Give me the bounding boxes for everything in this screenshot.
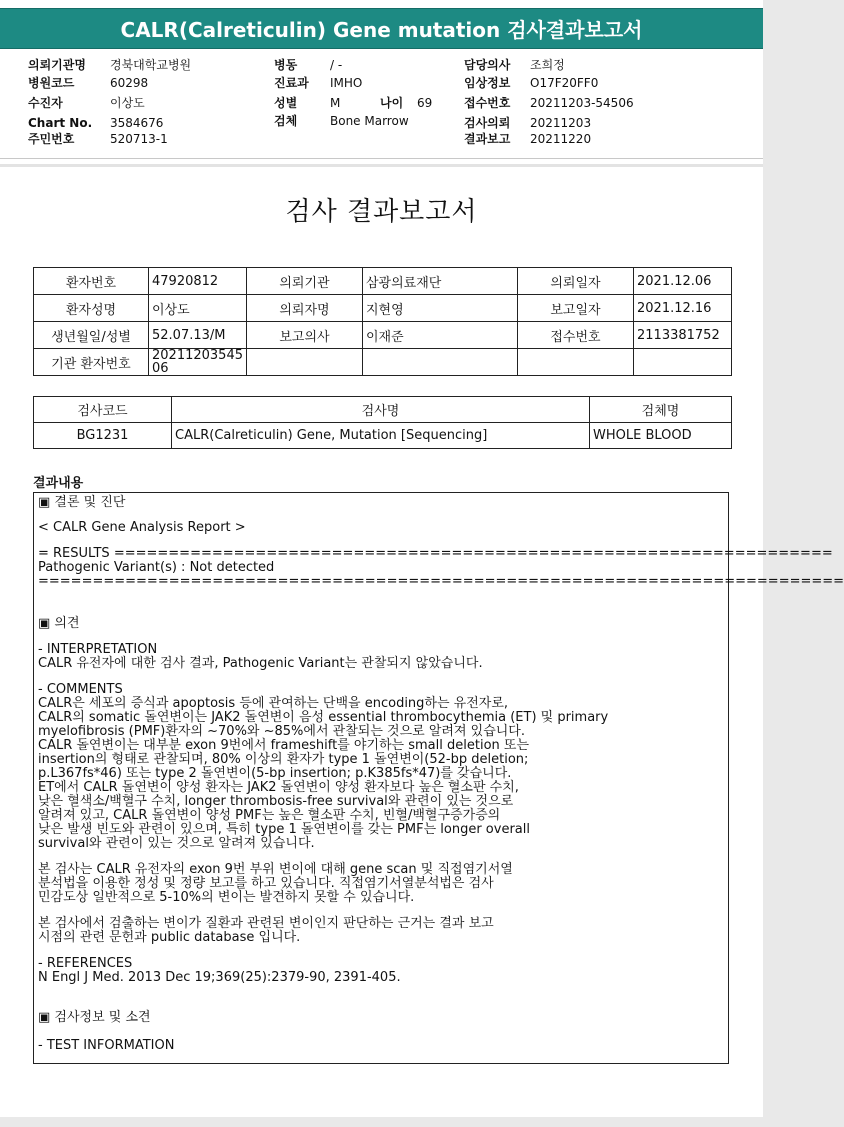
header-test-name: 검사명 — [172, 397, 590, 423]
cell-value: 이상도 — [149, 295, 247, 322]
cell-value: 47920812 — [149, 268, 247, 295]
value-requesting-org: 경북대학교병원 — [110, 58, 192, 72]
label-sex: 성별 — [274, 96, 298, 110]
value-resident-no: 520713-1 — [110, 132, 168, 146]
cell-label: 보고일자 — [518, 295, 634, 322]
result-line: ▣ 결론 및 진단 — [38, 495, 126, 510]
label-requesting-org: 의뢰기관명 — [28, 58, 86, 72]
value-result-report: 20211220 — [530, 132, 592, 146]
label-department: 진료과 — [274, 76, 309, 90]
result-line: < CALR Gene Analysis Report > — [38, 520, 246, 535]
cell-value: 지현영 — [363, 295, 518, 322]
value-ward: / - — [330, 58, 343, 72]
table-row — [34, 268, 732, 295]
label-test-request: 검사의뢰 — [464, 116, 511, 130]
header-col-1 — [28, 56, 258, 148]
cell-label: 보고의사 — [247, 322, 363, 349]
result-line: Pathogenic Variant(s) : Not detected — [38, 560, 275, 575]
label-age: 나이 — [380, 96, 404, 110]
cell-label: 접수번호 — [518, 322, 634, 349]
test-code-table — [33, 396, 732, 449]
table-row — [34, 322, 732, 349]
label-receipt-no: 접수번호 — [464, 96, 511, 110]
report-title-bar: CALR(Calreticulin) Gene mutation 검사결과보고서 — [0, 8, 763, 49]
result-line: ET에서 CALR 돌연변이 양성 환자는 JAK2 돌연변이 양성 환자보다 높은 혈소판 수치, — [38, 780, 519, 795]
cell-value: 2021.12.06 — [634, 268, 732, 295]
table-header-row — [34, 397, 732, 423]
label-result-report: 결과보고 — [464, 132, 511, 146]
cell-empty — [518, 349, 634, 376]
result-line: - COMMENTS — [38, 682, 123, 697]
label-doctor: 담당의사 — [464, 58, 511, 72]
result-line: = RESULTS ================================================================== — [38, 546, 833, 561]
report-heading: 검사 결과보고서 — [285, 197, 478, 227]
label-ward: 병동 — [274, 58, 298, 72]
result-line: - REFERENCES — [38, 956, 133, 971]
cell-label: 기관 환자번호 — [34, 349, 149, 376]
cell-value: 52.07.13/M — [149, 322, 247, 349]
result-line: 낮은 혈색소/백혈구 수치, longer thrombosis-free survival와 관련이 있는 것으로 — [38, 794, 514, 809]
label-specimen: 검체 — [274, 114, 298, 128]
result-line: CALR은 세포의 증식과 apoptosis 등에 관여하는 단백을 encoding하는 유전자로, — [38, 696, 509, 711]
value-sex: M — [330, 96, 341, 110]
result-line: insertion의 형태로 관찰되며, 80% 이상의 환자가 type 1 돌연변이(52-bp deletion; — [38, 752, 529, 767]
result-content-box — [33, 492, 844, 1064]
result-line: p.L367fs*46) 또는 type 2 돌연변이(5-bp insertion; p.K385fs*47)를 갖습니다. — [38, 766, 512, 781]
header-divider-shadow — [0, 164, 763, 167]
value-department: IMHO — [330, 76, 363, 90]
label-resident-no: 주민번호 — [28, 132, 75, 146]
patient-info-table — [33, 267, 732, 376]
result-line: N Engl J Med. 2013 Dec 19;369(25):2379-90, 2391-405. — [38, 970, 401, 985]
result-line: 분석법을 이용한 정성 및 정량 보고를 하고 있습니다. 직접염기서열분석법은 검사 — [38, 876, 494, 891]
cell-empty — [634, 349, 732, 376]
result-line: - INTERPRETATION — [38, 642, 158, 657]
cell-label: 환자성명 — [34, 295, 149, 322]
value-age: 69 — [417, 96, 433, 110]
result-line: 민감도상 일반적으로 5-10%의 변이는 발견하지 못할 수 있습니다. — [38, 890, 415, 905]
result-line: 시점의 관련 문헌과 public database 입니다. — [38, 930, 301, 945]
cell-value: 2113381752 — [634, 322, 732, 349]
table-row — [34, 295, 732, 322]
result-line: ========================================================================== — [38, 574, 844, 589]
label-patient: 수진자 — [28, 96, 63, 110]
cell-label: 의뢰일자 — [518, 268, 634, 295]
table-row — [34, 349, 732, 376]
value-test-name: CALR(Calreticulin) Gene, Mutation [Sequencing] — [172, 423, 590, 449]
result-line: myelofibrosis (PMF)환자의 ~70%와 ~85%에서 관찰되는 것으로 알려져 있습니다. — [38, 724, 526, 739]
cell-empty — [363, 349, 518, 376]
result-section-label: 결과내용 — [33, 476, 84, 491]
result-line: - TEST INFORMATION — [38, 1038, 175, 1053]
value-patient: 이상도 — [110, 96, 145, 110]
result-line: 낮은 발생 빈도와 관련이 있으며, 특히 type 1 돌연변이를 갖는 PMF는 longer overall — [38, 822, 530, 837]
label-hospital-code: 병원코드 — [28, 76, 75, 90]
value-hospital-code: 60298 — [110, 76, 149, 90]
result-line: 알려져 있고, CALR 돌연변이 양성 PMF는 높은 혈소판 수치, 빈혈/백혈구증가증의 — [38, 808, 501, 823]
value-clinical-info: O17F20FF0 — [530, 76, 599, 90]
header-test-code: 검사코드 — [34, 397, 172, 423]
cell-value: 이재준 — [363, 322, 518, 349]
cell-label: 의뢰자명 — [247, 295, 363, 322]
cell-label: 생년월일/성별 — [34, 322, 149, 349]
value-specimen: Bone Marrow — [330, 114, 409, 128]
result-line: CALR 돌연변이는 대부분 exon 9번에서 frameshift를 야기하는 small deletion 또는 — [38, 738, 530, 753]
result-line: survival와 관련이 있는 것으로 알려져 있습니다. — [38, 836, 315, 851]
header-col-3 — [464, 56, 664, 148]
label-chart-no: Chart No. — [28, 116, 93, 130]
cell-label: 의뢰기관 — [247, 268, 363, 295]
result-line: 본 검사는 CALR 유전자의 exon 9번 부위 변이에 대해 gene scan 및 직접염기서열 — [38, 862, 513, 877]
value-test-code: BG1231 — [34, 423, 172, 449]
result-line: ▣ 의견 — [38, 616, 80, 631]
value-test-request: 20211203 — [530, 116, 592, 130]
header-specimen-name: 검체명 — [590, 397, 732, 423]
cell-value: 삼광의료재단 — [363, 268, 518, 295]
cell-value: 2021.12.16 — [634, 295, 732, 322]
value-doctor: 조희정 — [530, 58, 565, 72]
result-line: 본 검사에서 검출하는 변이가 질환과 관련된 변이인지 판단하는 근거는 결과 보고 — [38, 916, 494, 931]
cell-empty — [247, 349, 363, 376]
header-divider — [0, 158, 763, 159]
result-line: CALR의 somatic 돌연변이는 JAK2 돌연변이 음성 essential thrombocythemia (ET) 및 primary — [38, 710, 609, 725]
result-line: CALR 유전자에 대한 검사 결과, Pathogenic Variant는 관찰되지 않았습니다. — [38, 656, 483, 671]
label-clinical-info: 임상정보 — [464, 76, 511, 90]
cell-label: 환자번호 — [34, 268, 149, 295]
result-line: ▣ 검사정보 및 소견 — [38, 1010, 151, 1025]
value-receipt-no: 20211203-54506 — [530, 96, 634, 110]
header-col-2 — [274, 56, 444, 136]
value-specimen-name: WHOLE BLOOD — [590, 423, 732, 449]
value-chart-no: 3584676 — [110, 116, 164, 130]
cell-value: 2021120354506 — [149, 349, 247, 376]
table-row — [34, 423, 732, 449]
